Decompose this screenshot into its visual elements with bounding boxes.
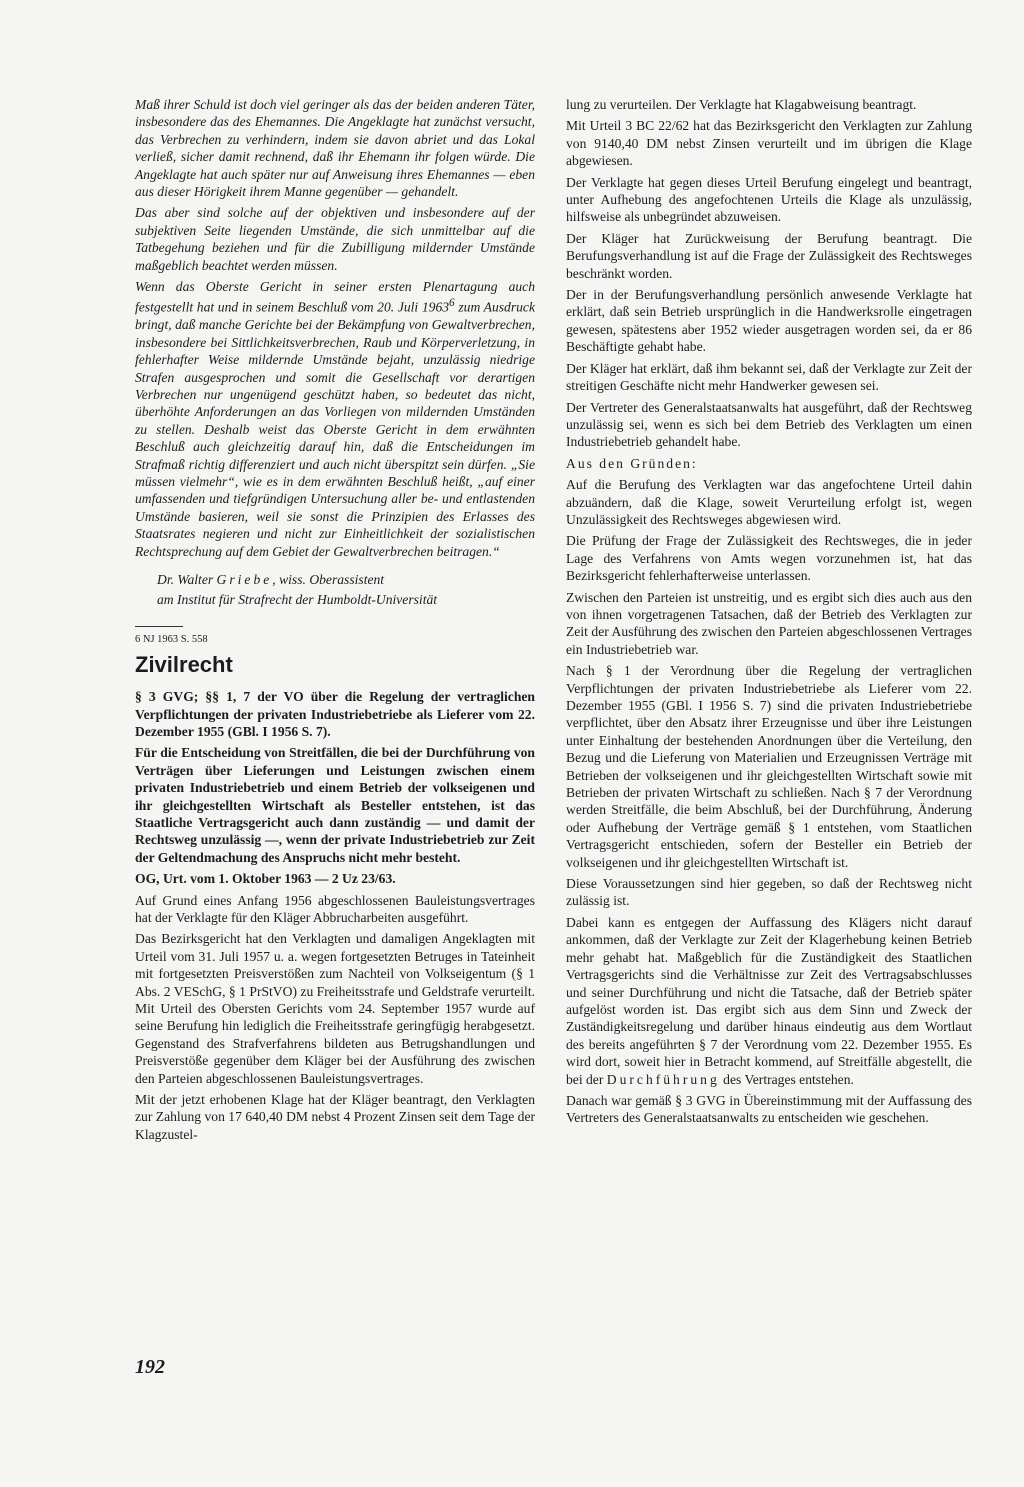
case-reference: OG, Urt. vom 1. Oktober 1963 — 2 Uz 23/63. (135, 871, 396, 887)
section-heading: Zivilrecht (135, 652, 233, 678)
right-paragraph: Der Kläger hat Zurückweisung der Berufung beantragt. Die Berufungsverhandlung ist auf die Frage der Zulässigkeit des Rechtsweges beschränkt worden. (566, 230, 972, 281)
legal-norm: § 3 GVG; §§ 1, 7 der VO über die Regelung der vertraglichen Verpflichtungen der privaten Industriebetriebe als Lieferer vom 22. Dezember 1955 (GBl. I 1956 S. 7). (135, 689, 535, 739)
footnote: 6 NJ 1963 S. 558 (135, 634, 208, 646)
left-paragraph-1: Maß ihrer Schuld ist doch viel geringer als das der beiden anderen Täter, insbesondere das des Ehemannes. Die Angeklagte hat zunächst versucht, das Verbrechen zu verhindern, indem sie davon abriet und das Lokal verließ, sicher damit rechnend, daß ihr Ehemann ihr folgen würde. Die Angeklagte hat auch später nur auf Anweisung ihres Ehemannes — eben aus dieser Hörigkeit ihrem Manne gegenüber — gehandelt. (135, 97, 535, 200)
reasons-paragraph-c: Dabei kann es entgegen der Auffassung des Klägers nicht darauf ankommen, daß der Verklagte zur Zeit der Klagerhebung keinen Betrieb mehr gehabt hat. Maßgeblich für die Zuständigkeit des Staatlichen Vertragsgerichts sind die Verhältnisse zur Zeit des Vertragsabschlusses und seiner Durchführung und nicht die Tatsache, daß der Betrieb später aufgelöst worden ist. Das ergibt sich aus dem Sinn und Zweck der Zuständigkeitsregelung und darüber hinaus eindeutig aus dem Wortlaut des bereits angeführten § 7 der Verordnung vom 22. Dezember 1955. Es wird dort, soweit hier in Betracht kommend, auf Streitfälle abgestellt, die bei der Durchführung des Vertrages entstehen. (566, 914, 972, 1087)
left-paragraph-3 (135, 278, 535, 560)
para3-part2: zum Ausdruck bringt, daß manche Gerichte bei der Bekämpfung von Gewaltverbrechen, insbesondere bei Sittlichkeitsverbrechen, Raub und Körperverletzung, in fehlerhafter Weise mildernde Umstände bejaht, unzulässig niedrige Strafen ausgesprochen und somit die Gesellschaft vor derartigen Verbrechen nur ungenügend geschützt haben, so bedeutet das nicht, überhöhte Anforderungen an das Vorliegen von mildernden Umständen zu stellen. Deshalb weist das Oberste Gericht in dem erwähnten Beschluß auch gleichzeitig darauf hin, daß die Entscheidungen im Strafmaß richtig differenziert und auch nicht überspitzt sein dürfen. „Sie müssen vielmehr“, wie es in dem erwähnten Beschluß heißt, „auf einer umfassenden und tiefgründigen Untersuchung aller be- und entlastenden Umstände basieren, weil sie sonst die Prinzipien des Erlasses des Staatsrates negieren und nicht zur Einheitlichkeit der sozialistischen Rechtsprechung auf dem Gebiet der Gewaltverbrechen beitragen.“ (135, 300, 536, 559)
author-name: Griebe (216, 572, 273, 588)
signature-line-2: am Institut für Strafrecht der Humboldt-Universität (157, 592, 438, 608)
author-signature (135, 570, 535, 610)
spaced-word: Durchführung (606, 1071, 720, 1087)
left-paragraph-2: Das aber sind solche auf der objektiven und insbesondere auf der subjektiven Seite liegenden Umstände, die sich unmittelbar auf die Tatbegehung beziehen und für die Zubilligung mildernder Umstände maßgeblich beachtet werden müssen. (135, 205, 535, 273)
facts-paragraph-1: Auf Grund eines Anfang 1956 abgeschlossenen Bauleistungsvertrages hat der Verklagte für den Kläger Abbrucharbeiten ausgeführt. (135, 892, 535, 925)
reasons-subheading: Aus den Gründen: (566, 455, 698, 471)
facts-paragraph-3: Mit der jetzt erhobenen Klage hat der Kläger beantragt, den Verklagten zur Zahlung von 17 640,40 DM nebst 4 Prozent Zinsen seit dem Tage der Klagzustel- (135, 1092, 535, 1142)
reasons-paragraph: Auf die Berufung des Verklagten war das angefochtene Urteil dahin abzuändern, daß die Klage, soweit Verurteilung erfolgt ist, wegen Unzulässigkeit des Rechtsweges abgewiesen wird. (566, 477, 972, 527)
right-paragraph: lung zu verurteilen. Der Verklagte hat Klagabweisung beantragt. (566, 97, 917, 112)
right-column (566, 96, 972, 1131)
para3-part1: Wenn das Oberste Gericht in seiner ersten Plenartagung auch festgestellt hat und in seinem Beschluß vom 20. Juli 1963 (135, 279, 535, 315)
reasons-paragraph: Diese Voraussetzungen sind hier gegeben, so daß der Rechtsweg nicht zulässig ist. (566, 876, 972, 909)
reasons-paragraph: Die Prüfung der Frage der Zulässigkeit des Rechtsweges, die in jeder Lage des Verfahrens von Amts wegen vorzunehmen ist, hat das Bezirksgericht fehlerhafterweise unterlassen. (566, 533, 972, 584)
signature-line-1: Dr. Walter Griebe, wiss. Oberassistent (157, 572, 385, 588)
page-number: 192 (135, 1356, 165, 1378)
final-paragraph: Danach war gemäß § 3 GVG in Übereinstimmung mit der Auffassung des Vertreters des Generalstaatsanwalts zu entscheiden wie geschehen. (566, 1092, 972, 1126)
reasons-paragraph: Nach § 1 der Verordnung über die Regelung der vertraglichen Verpflichtungen der privaten Industriebetriebe als Lieferer vom 22. Dezember 1955 (GBl. I 1956 S. 7) sind die privaten Industriebetriebe verpflichtet, über den Absatz ihrer Erzeugnisse und über ihre Leistungen unter Einhaltung der bestehenden Anordnungen über die Verteilung, den Bezug und die Lieferung von Materialien und Erzeugnissen Verträge mit Betrieben der volkseigenen und ihr gleichgestellten Wirtschaft sowie mit Betrieben der privaten Wirtschaft zu schließen. Nach § 7 der Verordnung werden Streitfälle, die beim Abschluß, bei der Durchführung, Änderung oder Aufhebung der Verträge gemäß § 1 entstehen, vom Staatlichen Vertragsgericht entschieden, sofern der Besteller ein Betrieb der volkseigenen und ihr gleichgestellten Wirtschaft ist. (566, 663, 972, 870)
left-column (135, 96, 535, 1147)
right-paragraph: Der Vertreter des Generalstaatsanwalts hat ausgeführt, daß der Rechtsweg unzulässig sei, wenn es sich bei dem Betrieb des Verklagten um einen Industriebetrieb gehandelt habe. (566, 399, 972, 450)
right-paragraph: Der Verklagte hat gegen dieses Urteil Berufung eingelegt und beantragt, unter Aufhebung des angefochtenen Urteils die Klage als unzulässig, hilfsweise als unbegründet abzuweisen. (566, 174, 972, 225)
right-paragraph: Der in der Berufungsverhandlung persönlich anwesende Verklagte hat erklärt, daß sein Betrieb ursprünglich in die Handwerksrolle eingetragen gewesen, spätestens aber 1952 wieder ausgetragen worden sei, da er 86 Beschäftigte gehabt habe. (566, 287, 972, 355)
footnote-divider (135, 626, 183, 627)
right-paragraph: Der Kläger hat erklärt, daß ihm bekannt sei, daß der Verklagte zur Zeit der streitigen Geschäfte nicht mehr Handwerker gewesen sei. (566, 360, 972, 394)
reasons-paragraph: Zwischen den Parteien ist unstreitig, und es ergibt sich dies auch aus den von ihnen vorgetragenen Tatsachen, daß der Betrieb des Verklagten zur Zeit der Ausführung des zwischen den Parteien abgeschlossenen Vertrages ein Industriebetrieb war. (566, 589, 972, 657)
right-paragraph: Mit Urteil 3 BC 22/62 hat das Bezirksgericht den Verklagten zur Zahlung von 9140,40 DM nebst Zinsen verurteilt und im übrigen die Klage abgewiesen. (566, 118, 972, 169)
footnote-marker: 6 (449, 297, 455, 310)
facts-paragraph-2: Das Bezirksgericht hat den Verklagten und damaligen Angeklagten mit Urteil vom 31. Juli 1957 u. a. wegen fortgesetzten Betruges in Tateinheit mit fortgesetzten Preisverstößen zum Nachteil von Volkseigentum (§ 1 Abs. 2 VESchG, § 1 PrStVO) zu Freiheitsstrafe und Geldstrafe verurteilt. Mit Urteil des Obersten Gerichts vom 24. September 1957 wurde auf seine Berufung hin lediglich die Freiheitsstrafe geringfügig herabgesetzt. Gegenstand des Strafverfahrens bildeten aus Betrugshandlungen und Preisverstöße gegenüber dem Kläger bei der Ausführung des zwischen den Parteien abgeschlossenen Bauleistungsvertrages. (135, 931, 535, 1086)
headnote: Für die Entscheidung von Streitfällen, die bei der Durchführung von Verträgen über Lieferungen und Leistungen zwischen einem privaten Industriebetrieb und einem Betrieb der volkseigenen und ihr gleichgestellten Wirtschaft als Besteller entstehen, ist das Staatliche Vertragsgericht auch dann zuständig — und damit der Rechtsweg unzulässig —, wenn der private Industriebetrieb zur Zeit der Geltendmachung des Anspruchs nicht mehr besteht. (135, 745, 535, 865)
